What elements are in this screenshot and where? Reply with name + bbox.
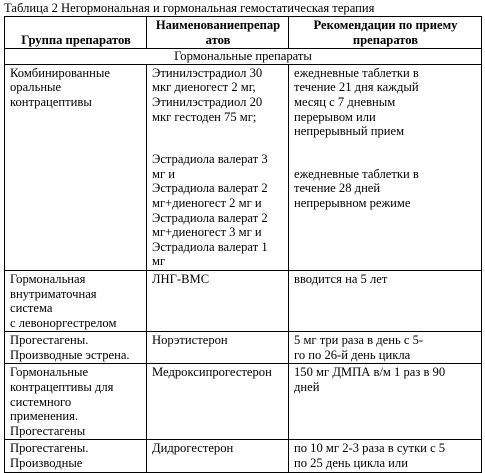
header-recommendations-line-1: Рекомендации по приему bbox=[313, 18, 458, 32]
recommendation-cell bbox=[289, 270, 482, 331]
header-drug-name-line-1: Наименованиепрепар bbox=[155, 18, 281, 32]
section-title: Гормональные препараты bbox=[5, 49, 482, 65]
header-recommendations-line-2: препаратов bbox=[352, 32, 419, 47]
group-line: Производные bbox=[10, 456, 83, 471]
group-line: Производные эстрена. bbox=[10, 347, 130, 362]
header-drug-name-line-2: атов bbox=[205, 32, 231, 47]
group-line: с левоноргестрелом bbox=[10, 315, 117, 330]
group-line: оральные bbox=[10, 80, 62, 95]
drug-line: Эстрадиола валерат 3 bbox=[152, 152, 268, 167]
rec-line: месяц с 7 дневным bbox=[294, 94, 396, 109]
rec-line: вводится на 5 лет bbox=[294, 271, 388, 286]
drug-cell bbox=[147, 270, 289, 331]
header-group: Группа препаратов bbox=[5, 17, 147, 49]
rec-line: течение 21 дня каждый bbox=[294, 80, 419, 95]
drug-line: мкг гестоден 75 мг; bbox=[152, 109, 257, 124]
drug-line: Эстрадиола валерат 2 bbox=[152, 210, 268, 225]
group-line: контрацептивы для bbox=[10, 380, 114, 395]
rec-line: ежедневные таблетки в bbox=[294, 166, 419, 181]
table-row bbox=[5, 332, 482, 364]
group-line: Гормональные bbox=[10, 365, 89, 380]
drug-line: мг и bbox=[152, 166, 176, 181]
group-line: Прогестагены bbox=[10, 423, 86, 438]
drug-cell bbox=[147, 332, 289, 364]
group-line: Комбинированные bbox=[10, 65, 110, 80]
drug-line: Дидрогестерон bbox=[152, 441, 234, 456]
group-line: внутриматочная bbox=[10, 286, 97, 301]
drug-line: мг bbox=[152, 254, 166, 269]
rec-line: 150 мг ДМПА в/м 1 раз в 90 bbox=[294, 365, 446, 380]
recommendation-cell bbox=[289, 440, 482, 472]
group-line: системного bbox=[10, 394, 72, 409]
rec-line: перерывом или bbox=[294, 109, 376, 124]
group-cell bbox=[5, 332, 147, 364]
drug-line: мг+диеногест 2 мг и bbox=[152, 195, 262, 210]
group-line: применения. bbox=[10, 409, 79, 424]
drug-cell bbox=[147, 64, 289, 270]
table-caption: Таблица 2 Негормональная и гормональная гемостатическая терапия bbox=[4, 1, 375, 15]
drug-line: Этинилэстрадиол 20 bbox=[152, 94, 263, 109]
group-line: контрацептивы bbox=[10, 94, 92, 109]
rec-line: го по 26-й день цикла bbox=[294, 347, 411, 362]
rec-line: непрерывном режиме bbox=[294, 195, 411, 210]
group-line: система bbox=[10, 301, 53, 316]
drug-line: мкг диеногест 2 мг, bbox=[152, 80, 256, 95]
header-row bbox=[5, 17, 482, 49]
rec-line: непрерывный прием bbox=[294, 124, 405, 139]
group-cell bbox=[5, 64, 147, 270]
recommendation-cell bbox=[289, 364, 482, 440]
recommendation-cell bbox=[289, 64, 482, 270]
rec-line: ежедневные таблетки в bbox=[294, 65, 419, 80]
rec-line: 5 мг три раза в день с 5- bbox=[294, 333, 424, 348]
drug-line: Медроксипрогестерон bbox=[152, 365, 272, 380]
drug-line: мг+диеногест 3 мг и bbox=[152, 225, 262, 240]
group-cell bbox=[5, 364, 147, 440]
drug-cell bbox=[147, 364, 289, 440]
table-row bbox=[5, 270, 482, 331]
therapy-table bbox=[4, 16, 482, 473]
recommendation-cell bbox=[289, 332, 482, 364]
rec-line: течение 28 дней bbox=[294, 181, 381, 196]
drug-cell bbox=[147, 440, 289, 472]
drug-line: ЛНГ-ВМС bbox=[152, 271, 210, 286]
header-drug-name bbox=[147, 17, 289, 49]
drug-line: Эстрадиола валерат 2 bbox=[152, 181, 268, 196]
drug-line: Этинилэстрадиол 30 bbox=[152, 65, 263, 80]
group-cell bbox=[5, 270, 147, 331]
drug-line: Норэтистерон bbox=[152, 333, 228, 348]
table-row bbox=[5, 364, 482, 440]
group-cell bbox=[5, 440, 147, 472]
rec-line: дней bbox=[294, 380, 320, 395]
group-line: Гормональная bbox=[10, 271, 86, 286]
group-line: Прогестагены. bbox=[10, 441, 89, 456]
group-line: Прогестагены. bbox=[10, 333, 89, 348]
header-recommendations bbox=[289, 17, 482, 49]
rec-line: по 25 день цикла или bbox=[294, 456, 408, 471]
section-row bbox=[5, 49, 482, 65]
rec-line: по 10 мг 2-3 раза в сутки с 5 bbox=[294, 441, 446, 456]
drug-line: Эстрадиола валерат 1 bbox=[152, 239, 268, 254]
table-row bbox=[5, 64, 482, 270]
table-row bbox=[5, 440, 482, 472]
